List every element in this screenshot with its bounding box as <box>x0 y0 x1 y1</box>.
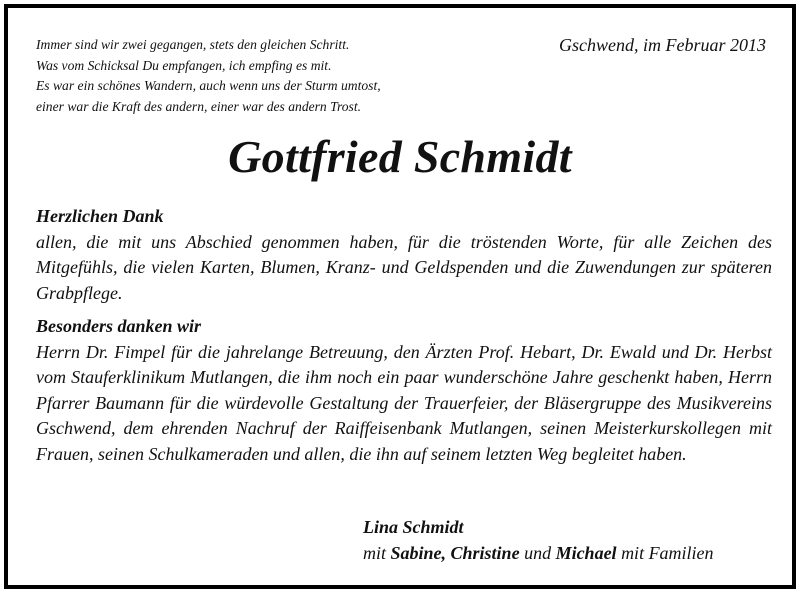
special-thanks-heading: Besonders danken wir <box>36 316 202 336</box>
family-member-christine: Christine <box>450 543 520 563</box>
signature-suffix: mit Familien <box>621 543 714 563</box>
signature-family-line <box>363 540 714 566</box>
memorial-poem <box>36 35 476 117</box>
thanks-text: allen, die mit uns Abschied genommen haben, für die tröstenden Worte, für alle Zeichen des Mitgefühls, die vielen Karten, Blumen, Kranz- und Geldspenden und die Zuwendungen zur späteren Grabpflege. <box>36 231 772 303</box>
poem-line: einer war die Kraft des andern, einer war des andern Trost. <box>36 98 361 114</box>
thanks-section <box>36 204 772 306</box>
deceased-name: Gottfried Schmidt <box>228 131 572 182</box>
obituary-notice <box>4 4 796 589</box>
signature-name: Lina Schmidt <box>363 517 464 537</box>
family-member-michael: Michael <box>555 543 617 563</box>
signature-block <box>363 514 714 566</box>
place-and-date: Gschwend, im Februar 2013 <box>559 35 766 55</box>
special-thanks-text: Herrn Dr. Fimpel für die jahrelange Betreuung, den Ärzten Prof. Hebart, Dr. Ewald und Dr. Herbst vom Stauferklinikum Mutlangen, die ihm noch ein paar wunderschöne Jahre geschenkt haben, Herrn Pfarrer Baumann für die würdevolle Gestaltung der Trauerfeier, der Bläsergruppe des Musikvereins Gschwend, dem ehrenden Nachruf der Raiffeisenbank Mutlangen, seinen Meisterkurskollegen mit Frauen, seinen Schulkameraden und allen, die ihn auf seinem letzten Weg begleitet haben. <box>36 341 772 464</box>
family-member-sabine: Sabine, <box>390 543 447 563</box>
thanks-heading: Herzlichen Dank <box>36 206 164 226</box>
signature-prefix: mit <box>363 543 387 563</box>
signature-connector: und <box>524 543 552 563</box>
poem-line: Immer sind wir zwei gegangen, stets den gleichen Schritt. <box>36 37 350 52</box>
special-thanks-section <box>36 314 772 467</box>
poem-line: Es war ein schönes Wandern, auch wenn uns der Sturm umtost, <box>36 78 381 93</box>
poem-line: Was vom Schicksal Du empfangen, ich empfing es mit. <box>36 57 332 73</box>
